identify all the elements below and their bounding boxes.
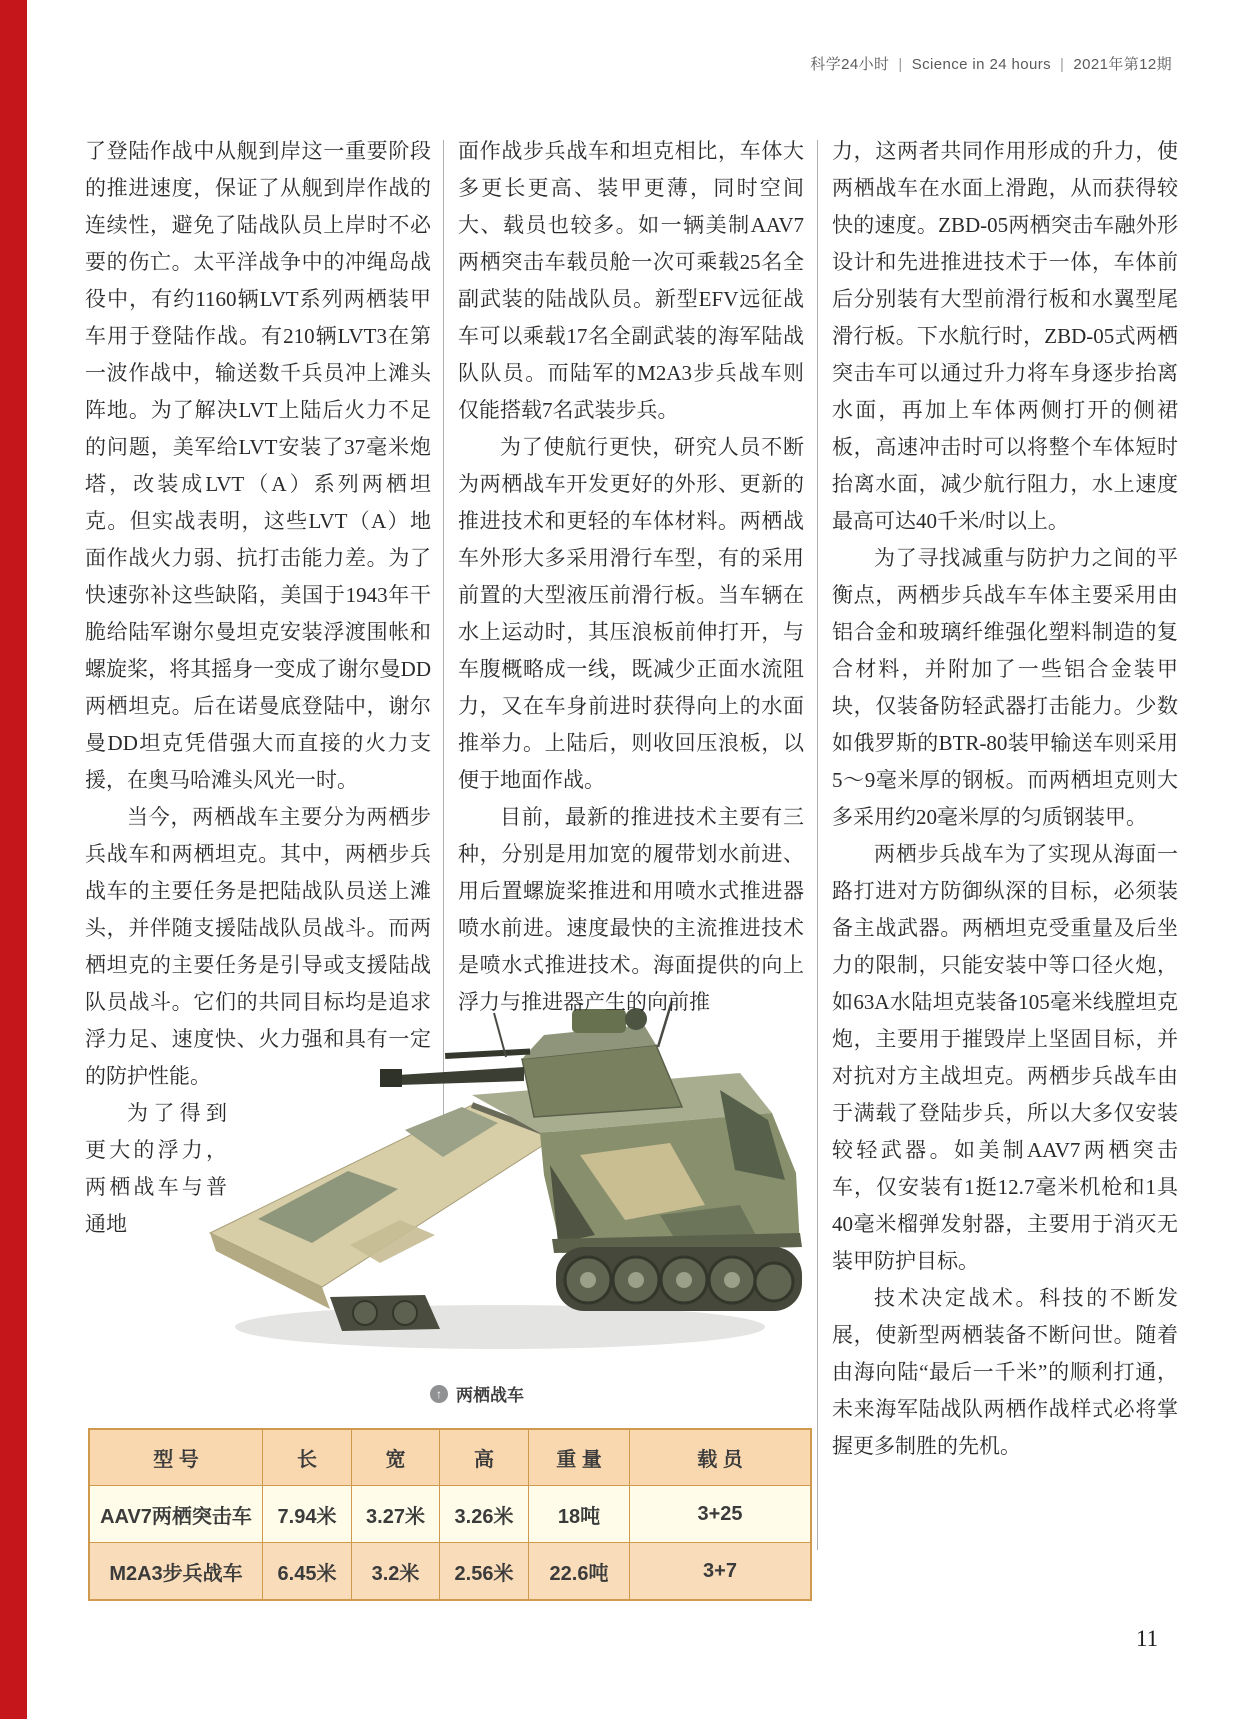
table-cell: 7.94米 bbox=[263, 1486, 352, 1543]
table-row bbox=[89, 1486, 811, 1543]
table-header-cell: 型 号 bbox=[89, 1429, 263, 1486]
table-cell: 3+7 bbox=[630, 1543, 812, 1601]
issue-number: 2021年第12期 bbox=[1073, 56, 1172, 73]
table-cell: 22.6吨 bbox=[529, 1543, 630, 1601]
paragraph: 为了使航行更快，研究人员不断为两栖战车开发更好的外形、更新的推进技术和更轻的车体材料。两栖战车外形大多采用滑行车型，有的采用前置的大型液压前滑行板。当车辆在水上运动时，其压浪板前伸打开，与车腹概略成一线，既减少正面水流阻力，又在车身前进时获得向上的水面推举力。上陆后，则收回压浪板，以便于地面作战。 bbox=[458, 435, 804, 792]
table-cell: 3.26米 bbox=[440, 1486, 529, 1543]
spec-table bbox=[88, 1428, 812, 1601]
paragraph: 为了得到更大的浮力，两栖战车与普通地 bbox=[85, 1101, 227, 1236]
paragraph: 面作战步兵战车和坦克相比，车体大多更长更高、装甲更薄，同时空间大、载员也较多。如一辆美制AAV7两栖突击车载员舱一次可乘载25名全副武装的陆战队员。新型EFV远征战车可以乘载17名全副武装的海军陆战队队员。而陆军的M2A3步兵战车则仅能搭载7名武装步兵。 bbox=[458, 139, 804, 422]
header-separator: | bbox=[1060, 56, 1065, 73]
table-cell: 3.2米 bbox=[352, 1543, 440, 1601]
table-header-cell: 重 量 bbox=[529, 1429, 630, 1486]
paragraph: 目前，最新的推进技术主要有三种，分别是用加宽的履带划水前进、用后置螺旋桨推进和用喷水式推进器喷水前进。速度最快的主流推进技术是喷水式推进技术。海面提供的向上浮力与推进器产生的向前推 bbox=[458, 805, 804, 1014]
table-cell: 3+25 bbox=[630, 1486, 812, 1543]
table-cell: 18吨 bbox=[529, 1486, 630, 1543]
table-cell: M2A3步兵战车 bbox=[89, 1543, 263, 1601]
table-row bbox=[89, 1543, 811, 1601]
paragraph: 了登陆作战中从舰到岸这一重要阶段的推进速度，保证了从舰到岸作战的连续性，避免了陆战队员上岸时不必要的伤亡。太平洋战争中的冲绳岛战役中，有约1160辆LVT系列两栖装甲车用于登陆作战。有210辆LVT3在第一波作战中，输送数千兵员冲上滩头阵地。为了解决LVT上陆后火力不足的问题，美军给LVT安装了37毫米炮塔，改装成LVT（A）系列两栖坦克。但实战表明，这些LVT（A）地面作战火力弱、抗打击能力差。为了快速弥补这些缺陷，美国于1943年干脆给陆军谢尔曼坦克安装浮渡围帐和螺旋桨，将其摇身一变成了谢尔曼DD两栖坦克。后在诺曼底登陆中，谢尔曼DD坦克凭借强大而直接的火力支援，在奥马哈滩头风光一时。 bbox=[85, 139, 431, 792]
paragraph: 力，这两者共同作用形成的升力，使两栖战车在水面上滑跑，从而获得较快的速度。ZBD-05两栖突击车融外形设计和先进推进技术于一体，车体前后分别装有大型前滑行板和水翼型尾滑行板。下水航行时，ZBD-05式两栖突击车可以通过升力将车身逐步抬离水面，再加上车体两侧打开的侧裙板，高速冲击时可以将整个车体短时抬离水面，减少航行阻力，水上速度最高可达40千米/时以上。 bbox=[832, 139, 1178, 533]
table-cell: 3.27米 bbox=[352, 1486, 440, 1543]
paragraph: 当今，两栖战车主要分为两栖步兵战车和两栖坦克。其中，两栖步兵战车的主要任务是把陆战队员送上滩头，并伴随支援陆战队员战斗。而两栖坦克的主要任务是引导或支援陆战队员战斗。它们的共同目标均是追求浮力足、速度快、火力强和具有一定的防护性能。 bbox=[85, 805, 431, 1088]
page-number: 11 bbox=[1136, 1626, 1159, 1651]
table-cell: 2.56米 bbox=[440, 1543, 529, 1601]
magazine-name: 科学24小时 bbox=[810, 56, 890, 73]
table-header-cell: 高 bbox=[440, 1429, 529, 1486]
table-cell: 6.45米 bbox=[263, 1543, 352, 1601]
figure-caption-label: 两栖战车 bbox=[456, 1386, 524, 1405]
article-column-2 bbox=[458, 133, 804, 1021]
table-header-cell: 宽 bbox=[352, 1429, 440, 1486]
journal-header bbox=[810, 53, 1172, 74]
magazine-name-english: Science in 24 hours bbox=[911, 56, 1052, 73]
paragraph: 两栖步兵战车为了实现从海面一路打进对方防御纵深的目标，必须装备主战武器。两栖坦克受重量及后坐力的限制，只能安装中等口径火炮，如63A水陆坦克装备105毫米线膛坦克炮，主要用于摧毁岸上坚固目标，并对抗对方主战坦克。两栖步兵战车由于满载了登陆步兵，所以大多仅安装较轻武器。如美制AAV7两栖突击车，仅安装有1挺12.7毫米机枪和1具40毫米榴弹发射器，主要用于消灭无装甲防护目标。 bbox=[832, 842, 1178, 1273]
table-header-cell: 长 bbox=[263, 1429, 352, 1486]
page-edge-red-bar bbox=[0, 0, 27, 1719]
paragraph: 为了寻找减重与防护力之间的平衡点，两栖步兵战车车体主要采用由铝合金和玻璃纤维强化塑料制造的复合材料，并附加了一些铝合金装甲块，仅装备防轻武器打击能力。少数如俄罗斯的BTR-80装甲输送车则采用5～9毫米厚的钢板。而两栖坦克则大多采用约20毫米厚的匀质钢装甲。 bbox=[832, 546, 1178, 829]
article-column-1 bbox=[85, 133, 431, 1243]
table-header-cell: 载 员 bbox=[630, 1429, 812, 1486]
header-separator: | bbox=[898, 56, 903, 73]
table-cell: AAV7两栖突击车 bbox=[89, 1486, 263, 1543]
figure-caption bbox=[430, 1381, 524, 1406]
article-column-3 bbox=[832, 133, 1178, 1465]
table-header-row bbox=[89, 1429, 811, 1486]
paragraph: 技术决定战术。科技的不断发展，使新型两栖装备不断问世。随着由海向陆“最后一千米”的顺利打通，未来海军陆战队两栖作战样式必将掌握更多制胜的先机。 bbox=[832, 1286, 1178, 1458]
column-divider-2 bbox=[817, 140, 818, 1550]
up-arrow-circle-icon: ↑ bbox=[430, 1385, 448, 1403]
